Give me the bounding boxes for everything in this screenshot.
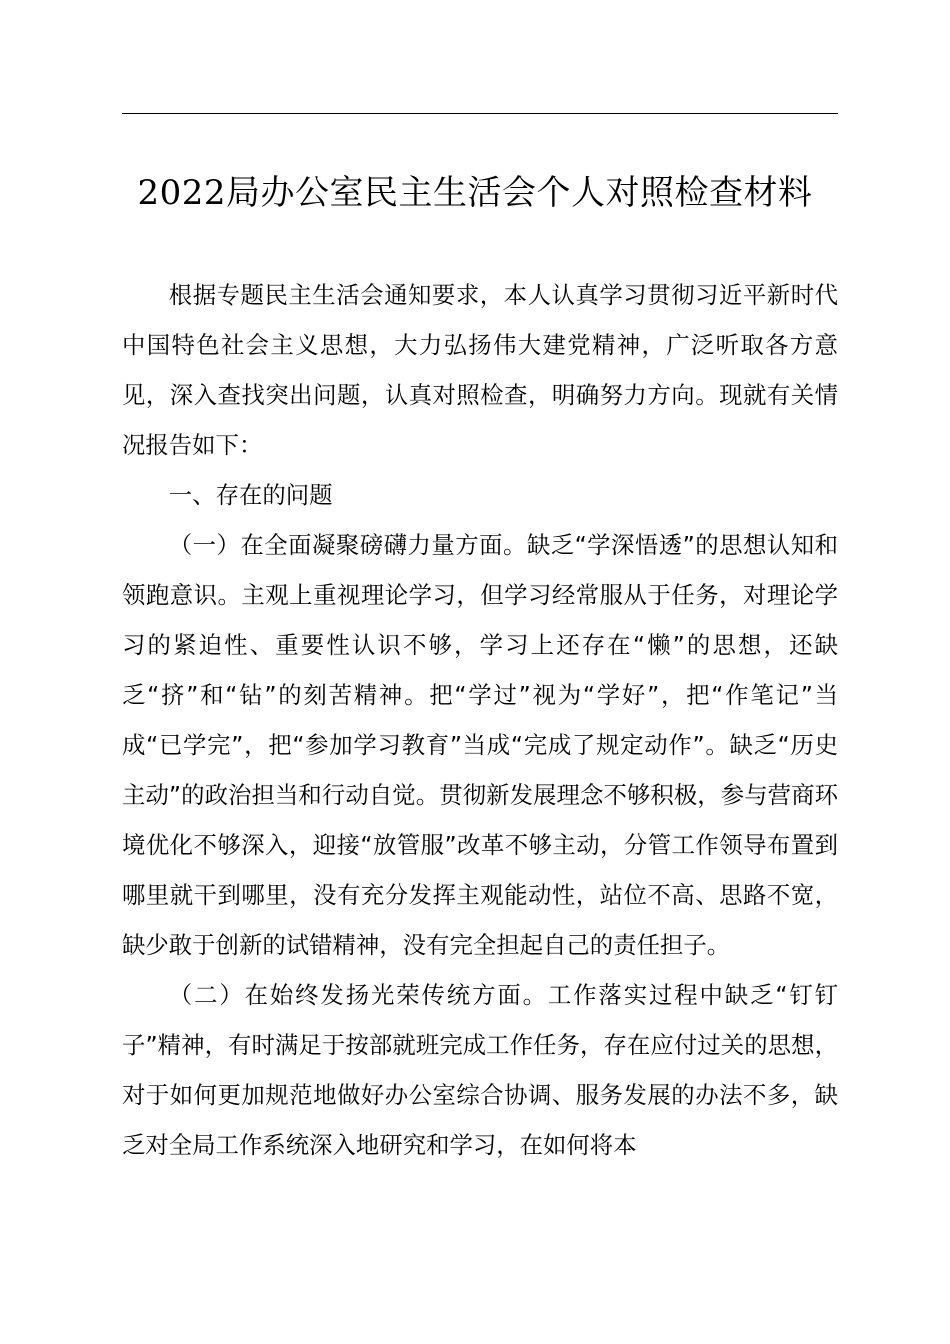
- intro-paragraph: 根据专题民主生活会通知要求，本人认真学习贯彻习近平新时代中国特色社会主义思想，大力弘扬伟大建党精神，广泛听取各方意见，深入查找突出问题，认真对照检查，明确努力方向。现就有关情况报告如下：: [122, 281, 838, 459]
- problem-paragraph-1: （一）在全面凝聚磅礴力量方面。缺乏“学深悟透”的思想认知和领跑意识。主观上重视理论学习，但学习经常服从于任务，对理论学习的紧迫性、重要性认识不够，学习上还存在“懒”的思想，还缺乏“挤”和“钻”的刻苦精神。把“学过”视为“学好”，把“作笔记”当成“已学完”，把“参加学习教育”当成“完成了规定动作”。缺乏“历史主动”的政治担当和行动自觉。贯彻新发展理念不够积极，参与营商环境优化不够深入，迎接“放管服”改革不够主动，分管工作领导布置到哪里就干到哪里，没有充分发挥主观能动性，站位不高、思路不宽，缺少敢于创新的试错精神，没有完全担起自己的责任担子。: [122, 531, 838, 959]
- document-title: 2022局办公室民主生活会个人对照检查材料: [137, 173, 813, 213]
- section-heading-problems: 一、存在的问题: [168, 481, 333, 509]
- document-body: [122, 270, 838, 1170]
- problem-paragraph-2: （二）在始终发扬光荣传统方面。工作落实过程中缺乏“钉钉子”精神，有时满足于按部就班完成工作任务，存在应付过关的思想，对于如何更加规范地做好办公室综合协调、服务发展的办法不多，缺乏对全局工作系统深入地研究和学习，在如何将本: [122, 981, 838, 1159]
- header-rule: [122, 113, 838, 114]
